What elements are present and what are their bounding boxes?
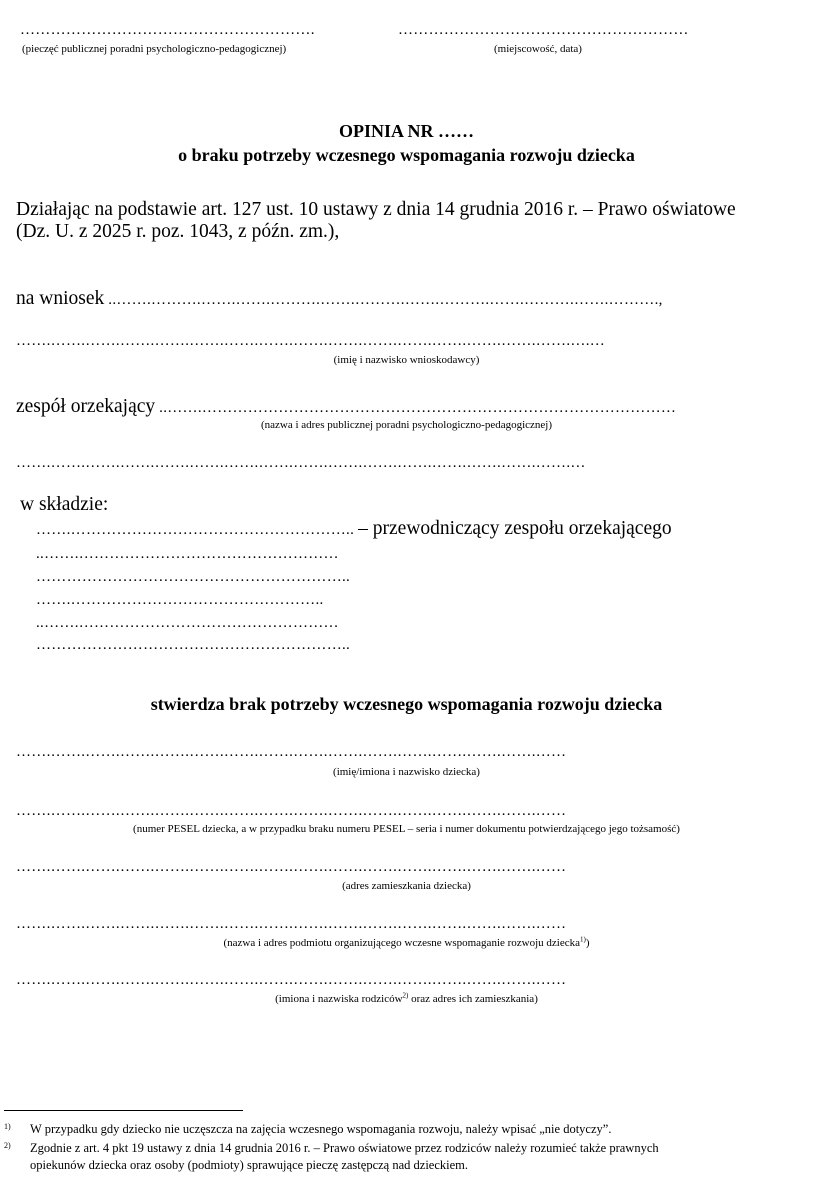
footnote-separator bbox=[4, 1110, 243, 1111]
parents-caption bbox=[0, 993, 813, 1005]
stamp-dots: …………………………………………………. bbox=[20, 22, 315, 38]
document-subtitle: o braku potrzeby wczesnego wspomagania rozwoju dziecka bbox=[178, 145, 635, 165]
request-label: na wniosek bbox=[16, 288, 105, 309]
request-line bbox=[16, 288, 663, 310]
legal-basis-line2: (Dz. U. z 2025 r. poz. 1043, z późn. zm.), bbox=[16, 221, 340, 242]
pesel-caption: (numer PESEL dziecka, a w przypadku braku numeru PESEL – seria i numer dokumentu potwierdzającego jego tożsamość) bbox=[133, 823, 680, 835]
child-name-caption: (imię/imiona i nazwisko dziecka) bbox=[333, 766, 480, 778]
document-title: OPINIA NR …… bbox=[338, 121, 474, 141]
chair-role: – przewodniczący zespołu orzekającego bbox=[358, 518, 672, 539]
parents-caption-text: (imiona i nazwiska rodziców bbox=[275, 993, 403, 1005]
pesel-dots: …….…….…….…….…….…….…….…….…….…….…….…….…….…….…….…… bbox=[16, 803, 567, 819]
footnote-text-cont: opiekunów dziecka oraz osoby (podmioty) sprawujące pieczę zastępczą nad dzieckiem. bbox=[30, 1158, 469, 1172]
parents-caption-end: oraz adres ich zamieszkania) bbox=[408, 993, 538, 1005]
chair-line bbox=[36, 518, 672, 540]
organizer-caption-end: ) bbox=[585, 937, 590, 949]
organizer-dots: …….…….…….…….…….…….…….…….…….…….…….…….…….…….…….…… bbox=[16, 916, 567, 932]
footnote-ref-2: 2) bbox=[402, 991, 409, 1000]
organizer-caption-text: (nazwa i adres podmiotu organizującego wczesne wspomaganie rozwoju dziecka bbox=[223, 937, 581, 949]
child-address-dots: …….…….…….…….…….…….…….…….…….…….…….…….…….…….…….…… bbox=[16, 859, 567, 875]
team-label: zespół orzekający bbox=[16, 396, 156, 417]
place-date-caption: (miejscowość, data) bbox=[494, 43, 582, 55]
statement-heading: stwierdza brak potrzeby wczesnego wspomagania rozwoju dziecka bbox=[150, 694, 663, 714]
child-address-caption: (adres zamieszkania dziecka) bbox=[342, 880, 471, 892]
composition-label: w składzie: bbox=[20, 494, 109, 515]
member-dots: ..…….…………………………………………… bbox=[36, 546, 339, 562]
footnote-text: W przypadku gdy dziecko nie uczęszcza na zajęcia wczesnego wspomagania rozwoju, należy wpisać „nie dotyczy”. bbox=[30, 1122, 612, 1136]
parents-dots: …….…….…….…….…….…….…….…….…….…….…….…….…….…….…….…… bbox=[16, 972, 567, 988]
team-line bbox=[16, 396, 676, 418]
child-name-dots: …….…….…….…….…….…….…….…….…….…….…….…….…….…….…….…… bbox=[16, 744, 567, 760]
footnote-number: 1) bbox=[4, 1122, 11, 1131]
footnote-number: 2) bbox=[4, 1141, 11, 1150]
footnote-text: Zgodnie z art. 4 pkt 19 ustawy z dnia 14 grudnia 2016 r. – Prawo oświatowe przez rodziców należy rozumieć także prawnych bbox=[30, 1141, 659, 1155]
team-dots: ..…….………………………………………………………………………………… bbox=[159, 400, 677, 416]
member-dots: ..…….…………………………………………… bbox=[36, 615, 339, 631]
member-dots: …….………………………………………….. bbox=[36, 592, 324, 608]
member-dots: …………………………………………………….. bbox=[36, 569, 351, 585]
request-dots: ..…….……….…….…….……….…….……….…….……….…….……….…….………., bbox=[108, 292, 663, 308]
chair-dots: …….……………………………………………….. bbox=[36, 522, 355, 538]
request-dots-line2: …….…….…….…….…….…….…….…….…….…….…….…….…….…….…….…….….… bbox=[16, 333, 606, 349]
team-caption: (nazwa i adres publicznej poradni psychologiczno-pedagogicznej) bbox=[260, 419, 553, 431]
stamp-caption: (pieczęć publicznej poradni psychologiczno-pedagogicznej) bbox=[22, 43, 287, 55]
organizer-caption bbox=[0, 937, 813, 949]
place-date-dots: ………………………………………………… bbox=[398, 22, 689, 38]
footnote-ref-1: 1) bbox=[580, 935, 586, 944]
member-dots: …………………………………………………….. bbox=[36, 637, 351, 653]
requester-caption: (imię i nazwisko wnioskodawcy) bbox=[333, 354, 480, 366]
team-dots-line2: …….…….…….…….…….…….…….…….…….…….…….…….…….…….…….…….… bbox=[16, 455, 586, 471]
legal-basis-line1: Działając na podstawie art. 127 ust. 10 ustawy z dnia 14 grudnia 2016 r. – Prawo oświatowe bbox=[16, 199, 736, 220]
